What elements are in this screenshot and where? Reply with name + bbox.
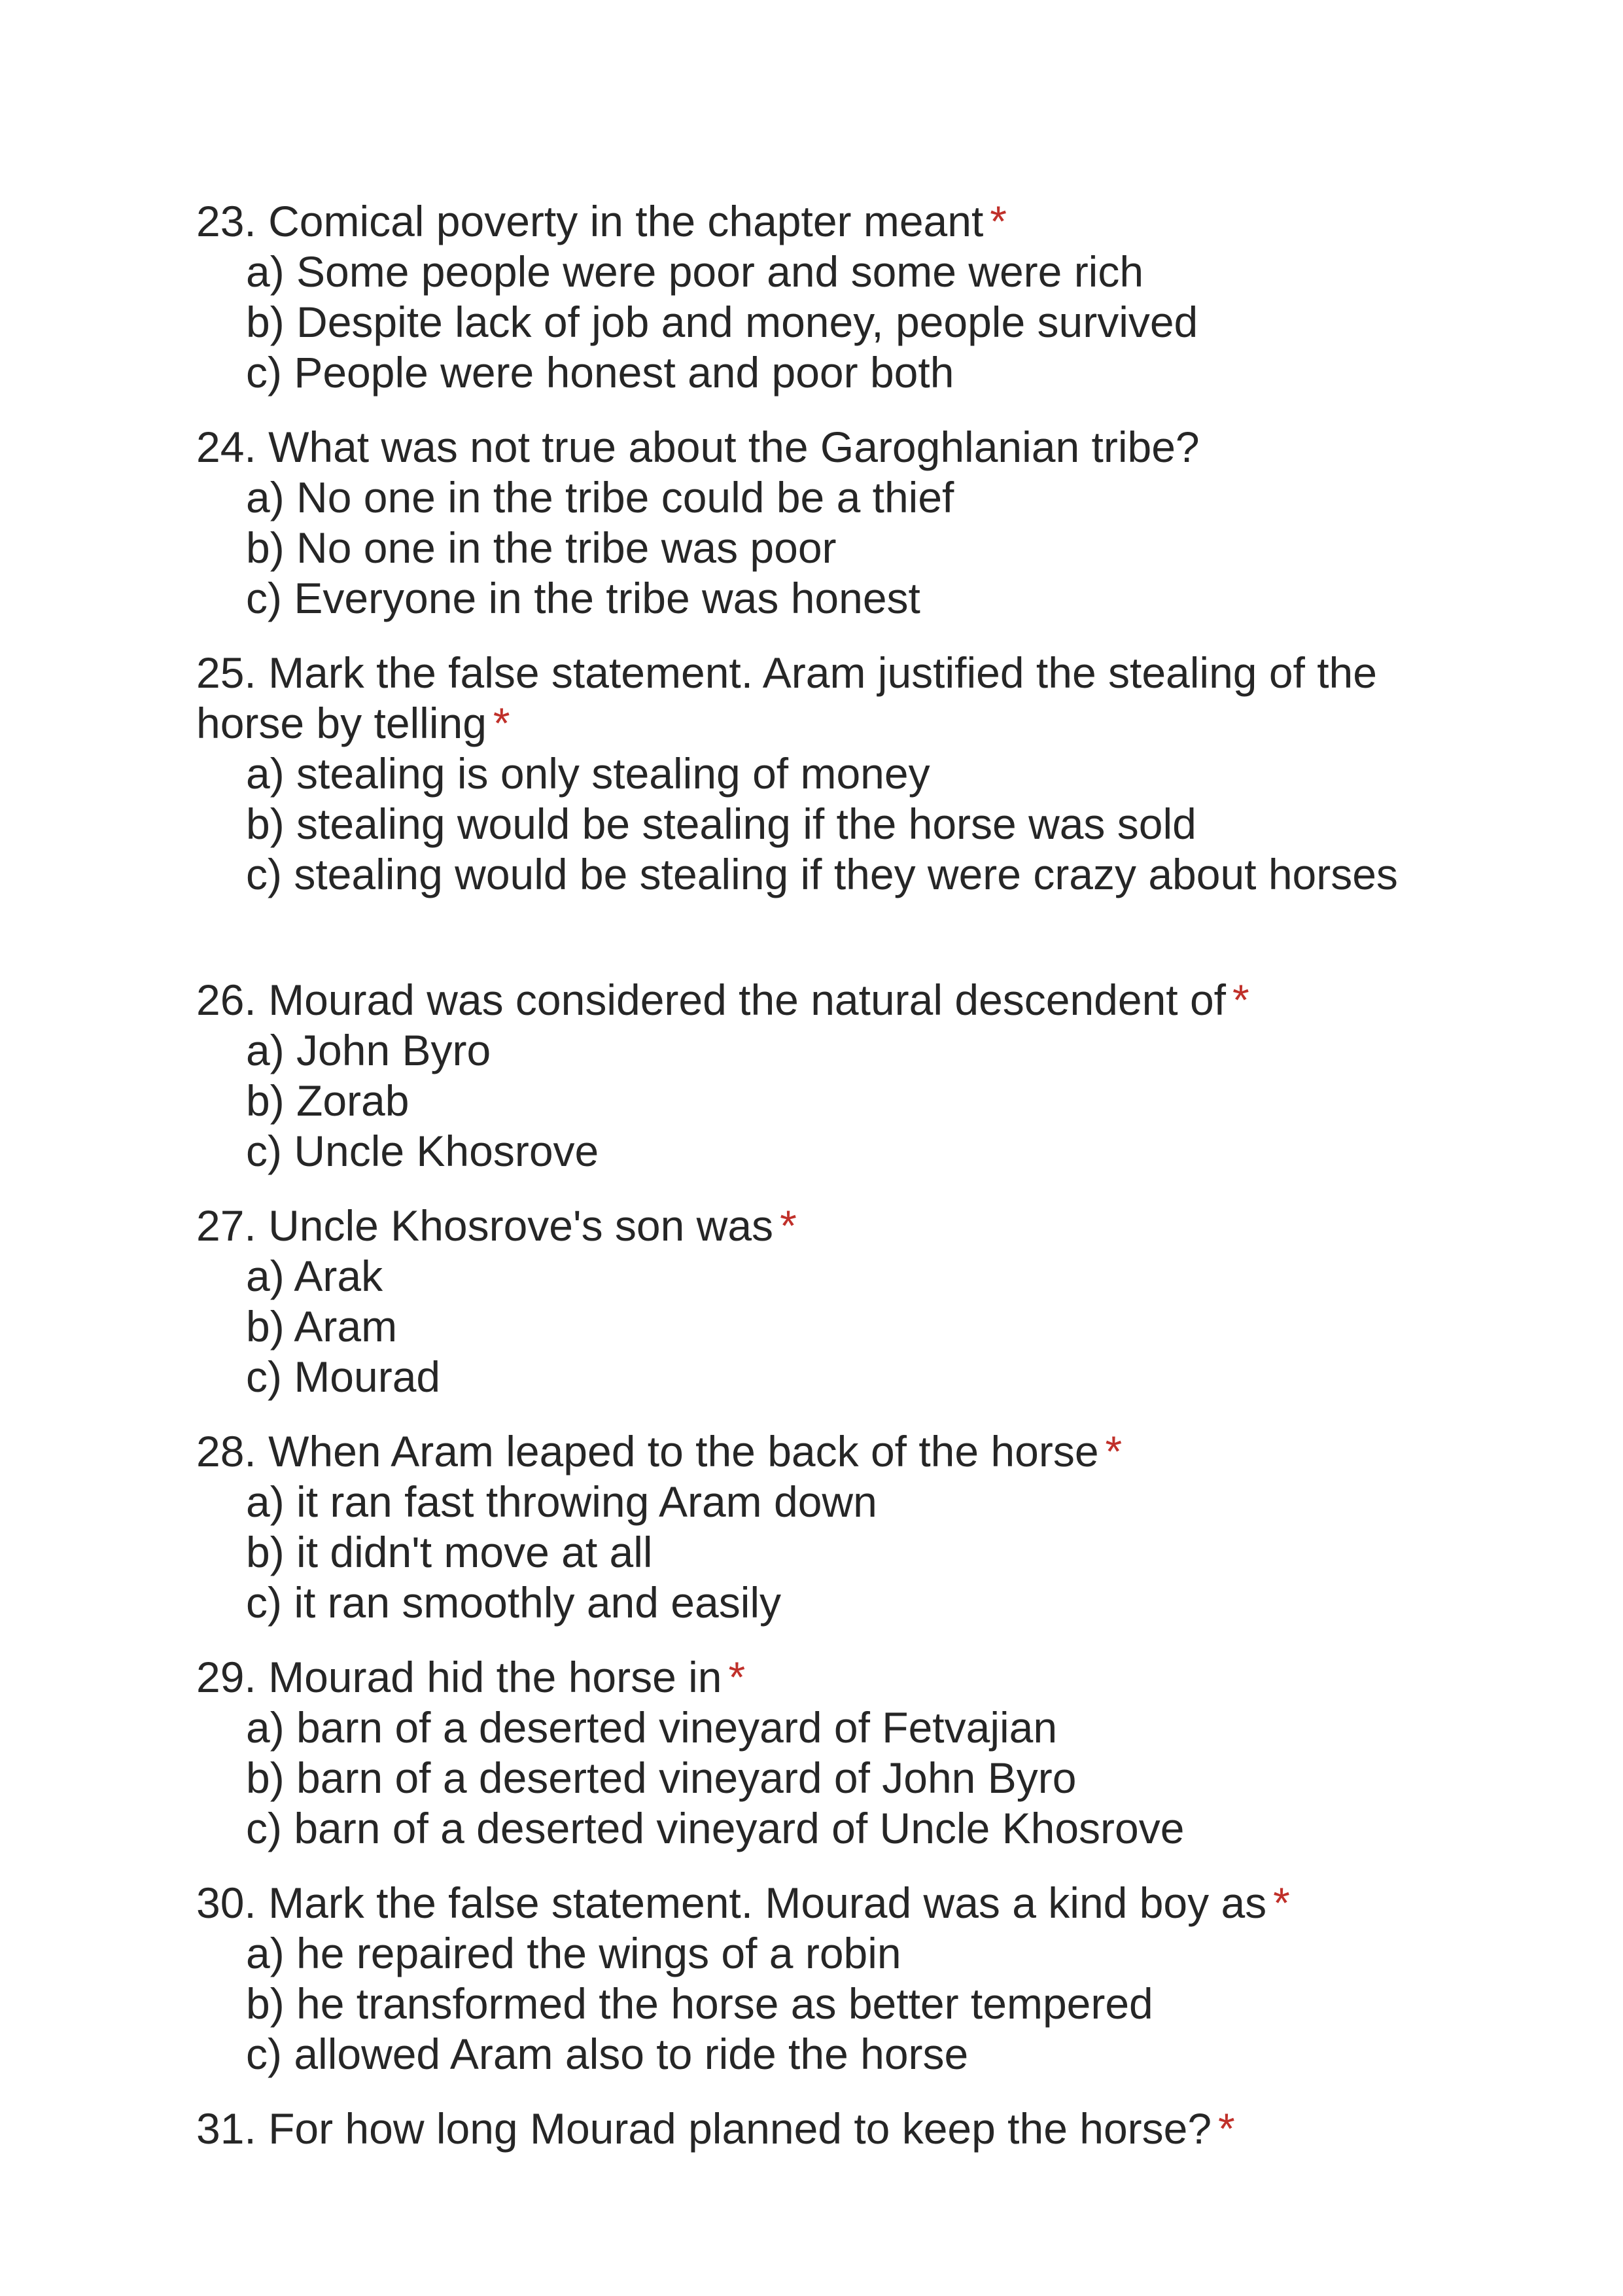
- answer-option: [196, 1477, 1439, 1527]
- option-letter: c): [246, 1352, 282, 1401]
- answer-option: [196, 523, 1439, 573]
- question-prompt: Uncle Khosrove's son was: [268, 1201, 774, 1250]
- option-text: Aram: [294, 1302, 398, 1351]
- option-text: No one in the tribe was poor: [296, 523, 837, 572]
- option-text: it ran smoothly and easily: [294, 1578, 782, 1627]
- answer-option: [196, 1703, 1439, 1753]
- required-asterisk: *: [1218, 2104, 1235, 2153]
- option-letter: a): [246, 1477, 285, 1526]
- option-letter: a): [246, 749, 285, 798]
- question-prompt: When Aram leaped to the back of the horse: [268, 1427, 1099, 1475]
- question-block: [196, 648, 1439, 900]
- question-text: [196, 1652, 1439, 1703]
- question-number: 24.: [196, 423, 256, 471]
- question-text: [196, 1426, 1439, 1477]
- question-prompt: For how long Mourad planned to keep the horse?: [268, 2104, 1212, 2153]
- option-letter: a): [246, 1026, 285, 1074]
- option-text: Uncle Khosrove: [294, 1127, 599, 1175]
- question-prompt: Mark the false statement. Aram justified the stealing of the horse by telling: [196, 648, 1377, 747]
- question-number: 25.: [196, 648, 256, 697]
- answer-option: [196, 1753, 1439, 1803]
- question-number: 26.: [196, 976, 256, 1024]
- option-letter: b): [246, 298, 285, 346]
- answer-option: [196, 1527, 1439, 1578]
- answer-option: [196, 749, 1439, 799]
- option-letter: b): [246, 523, 285, 572]
- question-number: 30.: [196, 1879, 256, 1927]
- answer-option: [196, 573, 1439, 624]
- question-block: [196, 1652, 1439, 1854]
- answer-option: [196, 1979, 1439, 2029]
- answer-option: [196, 2029, 1439, 2079]
- answer-option: [196, 849, 1439, 900]
- option-text: John Byro: [296, 1026, 491, 1074]
- option-text: allowed Aram also to ride the horse: [294, 2030, 969, 2078]
- question-text: [196, 2104, 1439, 2154]
- answer-option: [196, 1803, 1439, 1854]
- option-letter: c): [246, 1578, 282, 1627]
- option-text: Everyone in the tribe was honest: [294, 574, 920, 622]
- question-prompt: What was not true about the Garoghlanian tribe?: [268, 423, 1200, 471]
- option-letter: b): [246, 1528, 285, 1576]
- option-letter: c): [246, 1127, 282, 1175]
- question-number: 28.: [196, 1427, 256, 1475]
- answer-option: [196, 1578, 1439, 1628]
- option-text: he repaired the wings of a robin: [296, 1929, 901, 1977]
- question-block: [196, 196, 1439, 398]
- answer-option: [196, 297, 1439, 347]
- option-text: Some people were poor and some were rich: [296, 247, 1144, 296]
- question-number: 23.: [196, 197, 256, 245]
- question-text: [196, 196, 1439, 247]
- required-asterisk: *: [1105, 1427, 1123, 1475]
- question-block: [196, 1426, 1439, 1628]
- question-block: [196, 1878, 1439, 2079]
- question-number: 31.: [196, 2104, 256, 2153]
- answer-option: [196, 472, 1439, 523]
- option-text: barn of a deserted vineyard of Uncle Khosrove: [294, 1804, 1185, 1852]
- required-asterisk: *: [1273, 1879, 1290, 1927]
- option-text: Arak: [294, 1252, 383, 1300]
- option-text: barn of a deserted vineyard of Fetvajian: [296, 1703, 1058, 1752]
- required-asterisk: *: [728, 1653, 746, 1701]
- option-letter: c): [246, 1804, 282, 1852]
- option-letter: c): [246, 2030, 282, 2078]
- required-asterisk: *: [493, 699, 510, 747]
- question-text: [196, 975, 1439, 1025]
- question-text: [196, 1201, 1439, 1251]
- question-prompt: Mourad was considered the natural descendent of: [268, 976, 1227, 1024]
- option-letter: b): [246, 1754, 285, 1802]
- option-letter: c): [246, 574, 282, 622]
- answer-option: [196, 1076, 1439, 1126]
- option-letter: a): [246, 473, 285, 521]
- option-text: People were honest and poor both: [294, 348, 954, 397]
- option-letter: b): [246, 1979, 285, 2028]
- option-letter: a): [246, 1703, 285, 1752]
- question-block: [196, 975, 1439, 1176]
- question-text: [196, 1878, 1439, 1928]
- answer-option: [196, 247, 1439, 297]
- question-number: 29.: [196, 1653, 256, 1701]
- option-text: stealing would be stealing if the horse was sold: [296, 800, 1196, 848]
- question-block: [196, 422, 1439, 624]
- option-text: barn of a deserted vineyard of John Byro: [296, 1754, 1077, 1802]
- option-text: Zorab: [296, 1076, 410, 1125]
- question-text: [196, 422, 1439, 472]
- answer-option: [196, 799, 1439, 849]
- answer-option: [196, 1126, 1439, 1176]
- option-text: Despite lack of job and money, people survived: [296, 298, 1198, 346]
- answer-option: [196, 1251, 1439, 1301]
- option-letter: a): [246, 1929, 285, 1977]
- option-text: he transformed the horse as better tempered: [296, 1979, 1153, 2028]
- option-text: stealing is only stealing of money: [296, 749, 930, 798]
- required-asterisk: *: [780, 1201, 797, 1250]
- option-letter: b): [246, 1076, 285, 1125]
- question-text: [196, 648, 1439, 749]
- option-text: Mourad: [294, 1352, 441, 1401]
- question-block: [196, 2104, 1439, 2154]
- required-asterisk: *: [990, 197, 1007, 245]
- option-text: stealing would be stealing if they were crazy about horses: [294, 850, 1398, 898]
- answer-option: [196, 1928, 1439, 1979]
- option-text: it ran fast throwing Aram down: [296, 1477, 877, 1526]
- question-prompt: Comical poverty in the chapter meant: [268, 197, 984, 245]
- question-prompt: Mourad hid the horse in: [268, 1653, 722, 1701]
- option-letter: c): [246, 348, 282, 397]
- option-letter: b): [246, 1302, 285, 1351]
- question-number: 27.: [196, 1201, 256, 1250]
- question-prompt: Mark the false statement. Mourad was a kind boy as: [268, 1879, 1267, 1927]
- option-letter: a): [246, 1252, 285, 1300]
- option-letter: a): [246, 247, 285, 296]
- answer-option: [196, 1352, 1439, 1402]
- option-letter: c): [246, 850, 282, 898]
- answer-option: [196, 1301, 1439, 1352]
- question-block: [196, 1201, 1439, 1402]
- answer-option: [196, 1025, 1439, 1076]
- answer-option: [196, 347, 1439, 398]
- option-text: No one in the tribe could be a thief: [296, 473, 954, 521]
- option-letter: b): [246, 800, 285, 848]
- option-text: it didn't move at all: [296, 1528, 653, 1576]
- required-asterisk: *: [1232, 976, 1249, 1024]
